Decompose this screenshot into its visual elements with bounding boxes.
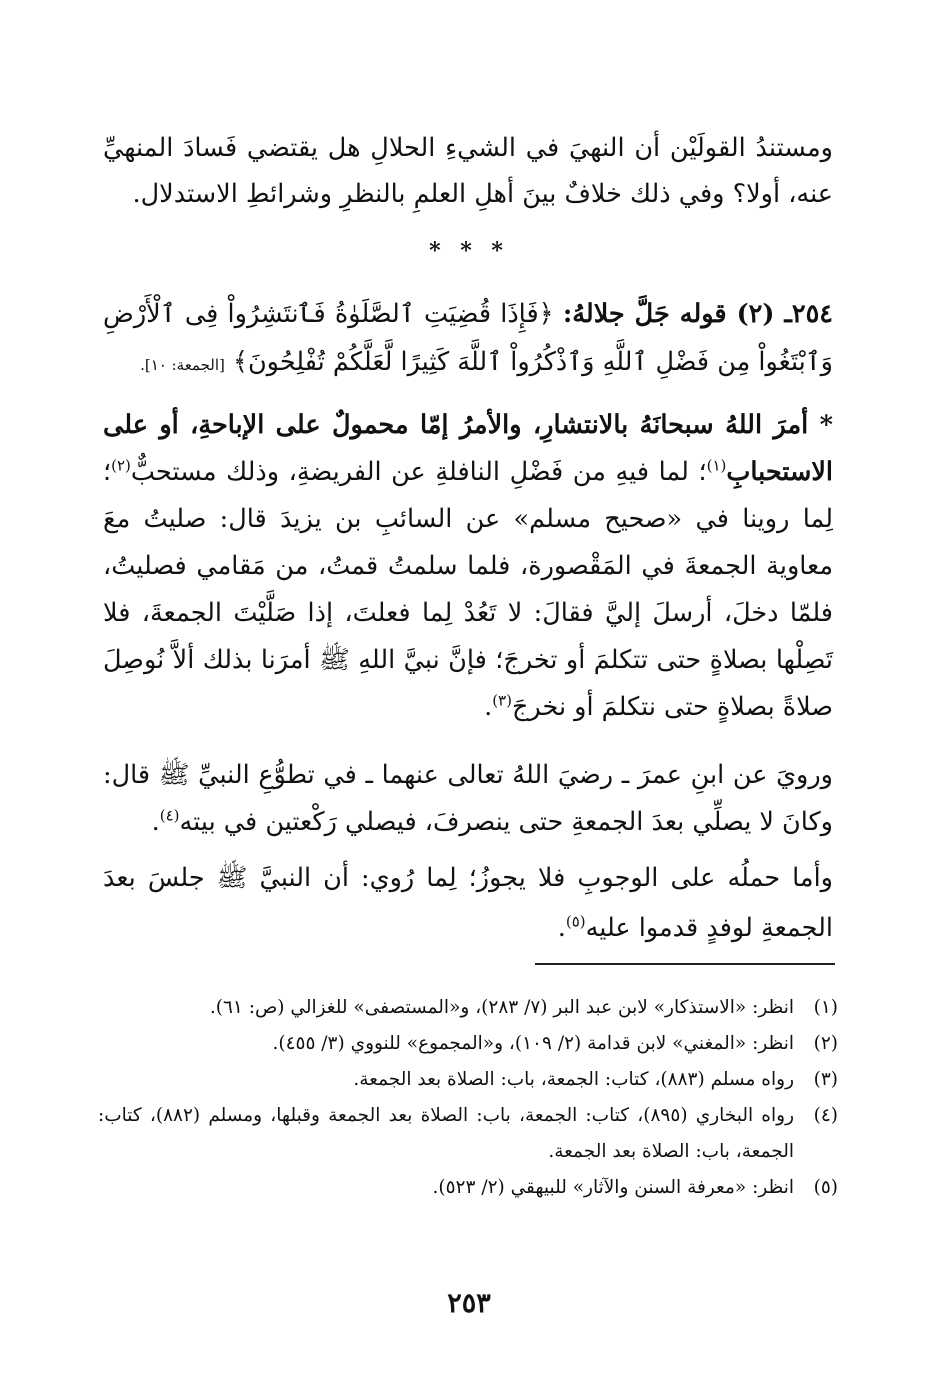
footnote-text: انظر: «المغني» لابن قدامة (٢/ ١٠٩)، و«المجموع» للنووي (٣/ ٤٥٥).	[272, 1033, 794, 1054]
paragraph-4	[103, 752, 833, 846]
footnote-ref-3: (٣)	[492, 691, 512, 710]
footnote-ref-1: (١)	[706, 456, 727, 475]
page-number: ٢٥٣	[447, 1288, 491, 1319]
footnote-number: (٢)	[813, 1033, 838, 1054]
paragraph-5	[103, 853, 833, 953]
quran-verse: ﴿فَإِذَا قُضِيَتِ ٱلصَّلَوٰةُ فَٱنتَشِرُواْ فِى ٱلْأَرْضِ وَٱبْتَغُواْ مِن فَضْلِ ٱللَّهِ وَٱذْكُرُواْ ٱللَّهَ كَثِيرًا لَّعَلَّكُمْ تُفْلِحُونَ﴾	[103, 299, 833, 377]
footnote-number: (٤)	[813, 1105, 838, 1126]
footnote-item	[98, 1098, 838, 1170]
footnotes	[98, 990, 838, 1206]
section-heading	[103, 290, 833, 389]
paragraph-5-end: .	[557, 913, 566, 943]
footnote-text: انظر: «الاستذكار» لابن عبد البر (٧/ ٢٨٣)، و«المستصفى» للغزالي (ص: ٦١).	[209, 997, 794, 1018]
footnote-item	[98, 990, 838, 1026]
footnote-ref-2: (٢)	[111, 456, 131, 475]
section-separator: * * *	[429, 238, 509, 264]
footnote-item	[98, 1026, 838, 1062]
footnote-number: (٣)	[813, 1069, 838, 1090]
footnote-ref-5: (٥)	[565, 912, 586, 931]
footnote-item	[98, 1170, 838, 1206]
paragraph-3-end: .	[484, 692, 493, 722]
paragraph-4-text: ورويَ عن ابنِ عمرَ ـ رضيَ اللهُ تعالى عنهما ـ في تطوُّعِ النبيِّ ﷺ قال: وكانَ لا يصلِّي بعدَ الجمعةِ حتى ينصرفَ، فيصلي رَكْعتين في بيته	[103, 760, 833, 837]
paragraph-1-text: ومستندُ القولَيْن أن النهيَ في الشيءِ الحلالِ هل يقتضي فَسادَ المنهيِّ عنه، أولا؟ وفي ذلك خلافٌ بينَ أهلِ العلمِ بالنظرِ وشرائطِ الاستدلال.	[103, 133, 833, 209]
footnote-ref-4: (٤)	[159, 806, 180, 825]
paragraph-5-text: وأما حملُه على الوجوبِ فلا يجوزُ؛ لِما رُوي: أن النبيَّ ﷺ جلسَ بعدَ الجمعةِ لوفدٍ قدموا عليه	[103, 863, 833, 943]
footnote-text: انظر: «معرفة السنن والآثار» للبيهقي (٢/ ٥٢٣).	[432, 1177, 794, 1198]
footnote-number: (١)	[813, 997, 838, 1018]
paragraph-3-middle: ؛ لما فيهِ من فَضْلِ النافلةِ عن الفريضةِ، وذلك مستحبٌّ	[130, 457, 707, 487]
section-heading-label: ٢٥٤ـ (٢) قوله جَلَّ جلالهُ:	[562, 299, 833, 329]
paragraph-3-lead: * أمرَ اللهُ سبحانَهُ بالانتشارِ، والأمرُ إمّا محمولٌ على الإباحةِ، أو على الاستحبابِ	[103, 410, 833, 487]
footnote-item	[98, 1062, 838, 1098]
footnote-text: رواه البخاري (٨٩٥)، كتاب: الجمعة، باب: الصلاة بعد الجمعة وقبلها، ومسلم (٨٨٢)، كتاب: الجمعة، باب: الصلاة بعد الجمعة.	[98, 1105, 794, 1162]
footnote-divider	[535, 963, 835, 965]
paragraph-1	[103, 125, 833, 217]
footnote-number: (٥)	[813, 1177, 838, 1198]
paragraph-3	[103, 402, 833, 731]
paragraph-4-end: .	[151, 807, 160, 837]
verse-reference: [الجمعة: ١٠].	[140, 356, 225, 374]
footnote-text: رواه مسلم (٨٨٣)، كتاب: الجمعة، باب: الصلاة بعد الجمعة.	[353, 1069, 794, 1090]
paragraph-3-rest: ؛ لِما روينا في «صحيح مسلم» عن السائبِ بن يزيدَ قال: صليتُ معَ معاوية الجمعةَ في المَقْصورة، فلما سلمتُ قمتُ، من مَقامي فصليتُ، فلمّا دخلَ، أرسلَ إليَّ فقالَ: لا تَعُدْ لِما فعلتَ، إذا صَلَّيْتَ الجمعةَ، فلا تَصِلْها بصلاةٍ حتى تتكلمَ أو تخرجَ؛ فإنَّ نبيَّ اللهِ ﷺ أمرَنا بذلك ألاَّ نُوصِلَ صلاةً بصلاةٍ حتى نتكلمَ أو نخرجَ	[103, 457, 833, 722]
